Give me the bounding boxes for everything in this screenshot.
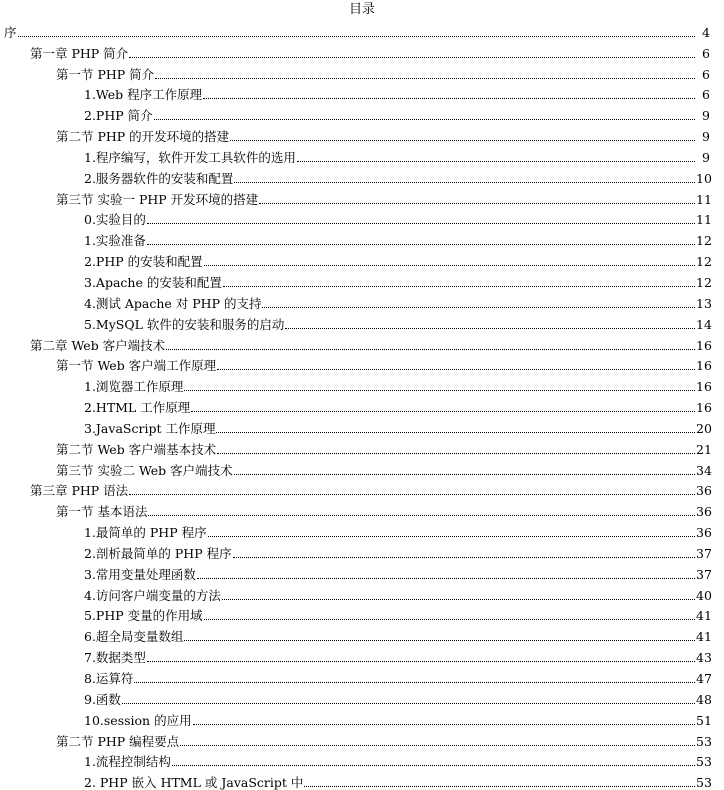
toc-entry-page-number: 4 <box>702 24 710 40</box>
dot-leader <box>230 140 695 141</box>
toc-entry[interactable] <box>0 498 724 519</box>
toc-entry-page-number: 41 <box>696 608 712 624</box>
toc-entry[interactable] <box>0 102 724 123</box>
toc-entry-label: 2.PHP 简介 <box>84 108 153 124</box>
toc-entry[interactable] <box>0 728 724 749</box>
toc-entry-page-number: 37 <box>696 566 712 582</box>
dot-leader <box>234 474 695 475</box>
toc-entry[interactable] <box>0 707 724 728</box>
toc-entry[interactable] <box>0 644 724 665</box>
toc-entry-page-number: 12 <box>696 233 712 249</box>
toc-entry-page-number: 43 <box>696 650 712 666</box>
dot-leader <box>217 453 695 454</box>
toc-entry-label: 第一节 基本语法 <box>56 504 148 520</box>
toc-entry-page-number: 37 <box>696 545 712 561</box>
toc-entry-page-number: 9 <box>702 129 710 145</box>
toc-entry-label: 第二节 Web 客户端基本技术 <box>56 441 217 457</box>
toc-entry-label: 1.最简单的 PHP 程序 <box>84 525 207 541</box>
toc-entry-label: 1.流程控制结构 <box>84 754 171 770</box>
toc-entry[interactable] <box>0 248 724 269</box>
dot-leader <box>147 223 695 224</box>
toc-entry-label: 1.浏览器工作原理 <box>84 379 184 395</box>
toc-entry-label: 2. PHP 嵌入 HTML 或 JavaScript 中 <box>84 775 304 790</box>
toc-entry-label: 8.运算符 <box>84 671 134 686</box>
toc-entry-page-number: 53 <box>696 754 712 770</box>
dot-leader <box>234 182 695 183</box>
dot-leader <box>155 78 695 79</box>
dot-leader <box>147 661 695 662</box>
dot-leader <box>208 536 695 537</box>
toc-entry-label: 第三节 实验二 Web 客户端技术 <box>56 462 233 478</box>
toc-entry-label: 3.Apache 的安装和配置 <box>84 274 222 290</box>
toc-entry[interactable] <box>0 207 724 228</box>
toc-entry-label: 第三节 实验一 PHP 开发环境的搭建 <box>56 191 259 207</box>
toc-entry[interactable] <box>0 227 724 248</box>
toc-entry[interactable] <box>0 561 724 582</box>
toc-entry-page-number: 41 <box>696 629 712 645</box>
toc-entry-page-number: 53 <box>696 733 712 749</box>
dot-leader <box>122 703 695 704</box>
dot-leader <box>184 640 695 641</box>
toc-entry[interactable] <box>0 40 724 61</box>
dot-leader <box>193 724 695 725</box>
dot-leader <box>134 682 695 683</box>
toc-entry-page-number: 36 <box>696 483 712 499</box>
toc-entry[interactable] <box>0 457 724 478</box>
toc-entry-label: 1.Web 程序工作原理 <box>84 87 203 103</box>
toc-entry-label: 2.PHP 的安装和配置 <box>84 254 203 270</box>
toc-entry-label: 第一节 PHP 简介 <box>56 66 155 82</box>
toc-entry-page-number: 20 <box>696 420 712 436</box>
toc-entry[interactable] <box>0 269 724 290</box>
dot-leader <box>259 203 695 204</box>
toc-entry-page-number: 51 <box>696 712 712 728</box>
dot-leader <box>147 244 695 245</box>
toc-entry-page-number: 13 <box>696 295 712 311</box>
dot-leader <box>262 307 695 308</box>
dot-leader <box>180 745 695 746</box>
dot-leader <box>297 161 695 162</box>
toc-entry-page-number: 10 <box>696 170 712 186</box>
toc-entry[interactable] <box>0 186 724 207</box>
dot-leader <box>172 765 695 766</box>
toc-entry-label: 第二章 Web 客户端技术 <box>30 337 166 353</box>
toc-entry-label: 第一节 Web 客户端工作原理 <box>56 358 217 374</box>
toc-entry-page-number: 36 <box>696 504 712 520</box>
dot-leader <box>148 515 695 516</box>
toc-entry-page-number: 16 <box>696 337 712 353</box>
toc-entry-page-number: 11 <box>696 191 712 207</box>
toc-entry-page-number: 12 <box>696 254 712 270</box>
toc-entry[interactable] <box>0 749 724 770</box>
toc-entry[interactable] <box>0 665 724 686</box>
toc-entry[interactable] <box>0 686 724 707</box>
toc-entry[interactable] <box>0 290 724 311</box>
toc-entry-label: 序 <box>4 24 17 40</box>
toc-entry[interactable] <box>0 603 724 624</box>
toc-entry-label: 10.session 的应用 <box>84 712 192 728</box>
dot-leader <box>154 119 695 120</box>
dot-leader <box>217 369 695 370</box>
toc-entry-label: 5.PHP 变量的作用域 <box>84 608 203 624</box>
toc-entry[interactable] <box>0 436 724 457</box>
toc-entry-page-number: 6 <box>702 87 710 103</box>
toc-entry-page-number: 12 <box>696 274 712 290</box>
dot-leader <box>166 349 695 350</box>
toc-entry-page-number: 9 <box>702 108 710 124</box>
dot-leader <box>222 599 695 600</box>
toc-entry-label: 0.实验目的 <box>84 212 146 228</box>
toc-entry[interactable] <box>0 582 724 603</box>
toc-entry-page-number: 48 <box>696 691 712 707</box>
toc-entry-label: 第二节 PHP 的开发环境的搭建 <box>56 129 230 145</box>
toc-entry-page-number: 47 <box>696 671 712 686</box>
dot-leader <box>203 98 695 99</box>
toc-entry[interactable] <box>0 519 724 540</box>
toc-entry[interactable] <box>0 540 724 561</box>
dot-leader <box>233 557 695 558</box>
toc-entry-page-number: 16 <box>696 400 712 416</box>
toc-entry[interactable] <box>0 311 724 332</box>
toc-entry-page-number: 21 <box>696 441 712 457</box>
toc-entry-page-number: 16 <box>696 358 712 374</box>
dot-leader <box>204 265 695 266</box>
dot-leader <box>18 36 695 37</box>
toc-entry-label: 1.程序编写，软件开发工具软件的选用 <box>84 149 296 165</box>
toc-entry-page-number: 9 <box>702 149 710 165</box>
table-of-contents <box>0 19 724 790</box>
toc-entry-label: 1.实验准备 <box>84 233 146 249</box>
toc-entry-page-number: 40 <box>696 587 712 603</box>
toc-entry-page-number: 34 <box>696 462 712 478</box>
toc-entry[interactable] <box>0 623 724 644</box>
toc-entry[interactable] <box>0 144 724 165</box>
toc-entry-page-number: 14 <box>696 316 712 332</box>
dot-leader <box>285 328 695 329</box>
toc-entry[interactable] <box>0 61 724 82</box>
toc-entry[interactable] <box>0 373 724 394</box>
toc-entry[interactable] <box>0 123 724 144</box>
dot-leader <box>216 432 695 433</box>
toc-entry[interactable] <box>0 19 724 40</box>
toc-entry-page-number: 53 <box>696 775 712 790</box>
toc-entry[interactable] <box>0 415 724 436</box>
toc-entry-label: 4.访问客户端变量的方法 <box>84 587 221 603</box>
toc-entry-label: 2.服务器软件的安装和配置 <box>84 170 234 186</box>
toc-entry-page-number: 36 <box>696 525 712 541</box>
toc-entry-label: 9.函数 <box>84 691 121 707</box>
toc-entry-page-number: 6 <box>702 66 710 82</box>
toc-entry[interactable] <box>0 353 724 374</box>
dot-leader <box>129 494 695 495</box>
dot-leader <box>129 57 695 58</box>
toc-entry-label: 3.常用变量处理函数 <box>84 566 196 582</box>
toc-entry-label: 6.超全局变量数组 <box>84 629 184 645</box>
toc-entry-label: 4.测试 Apache 对 PHP 的支持 <box>84 295 262 311</box>
dot-leader <box>204 619 695 620</box>
toc-entry-page-number: 11 <box>696 212 712 228</box>
dot-leader <box>223 286 695 287</box>
dot-leader <box>191 411 695 412</box>
toc-entry-label: 2.剖析最简单的 PHP 程序 <box>84 545 232 561</box>
toc-entry-label: 2.HTML 工作原理 <box>84 400 191 416</box>
toc-entry-label: 5.MySQL 软件的安装和服务的启动 <box>84 316 285 332</box>
page-title: 目录 <box>348 2 375 17</box>
toc-entry-page-number: 16 <box>696 379 712 395</box>
toc-entry[interactable] <box>0 478 724 499</box>
dot-leader <box>184 390 695 391</box>
toc-entry-label: 第三章 PHP 语法 <box>30 483 129 499</box>
toc-entry-label: 7.数据类型 <box>84 650 146 666</box>
dot-leader <box>197 578 695 579</box>
toc-entry-page-number: 6 <box>702 45 710 61</box>
toc-entry-label: 3.JavaScript 工作原理 <box>84 420 216 436</box>
toc-entry[interactable] <box>0 332 724 353</box>
toc-entry[interactable] <box>0 165 724 186</box>
toc-entry-label: 第一章 PHP 简介 <box>30 45 129 61</box>
toc-entry[interactable] <box>0 394 724 415</box>
toc-entry[interactable] <box>0 82 724 103</box>
toc-entry-label: 第二节 PHP 编程要点 <box>56 733 180 749</box>
